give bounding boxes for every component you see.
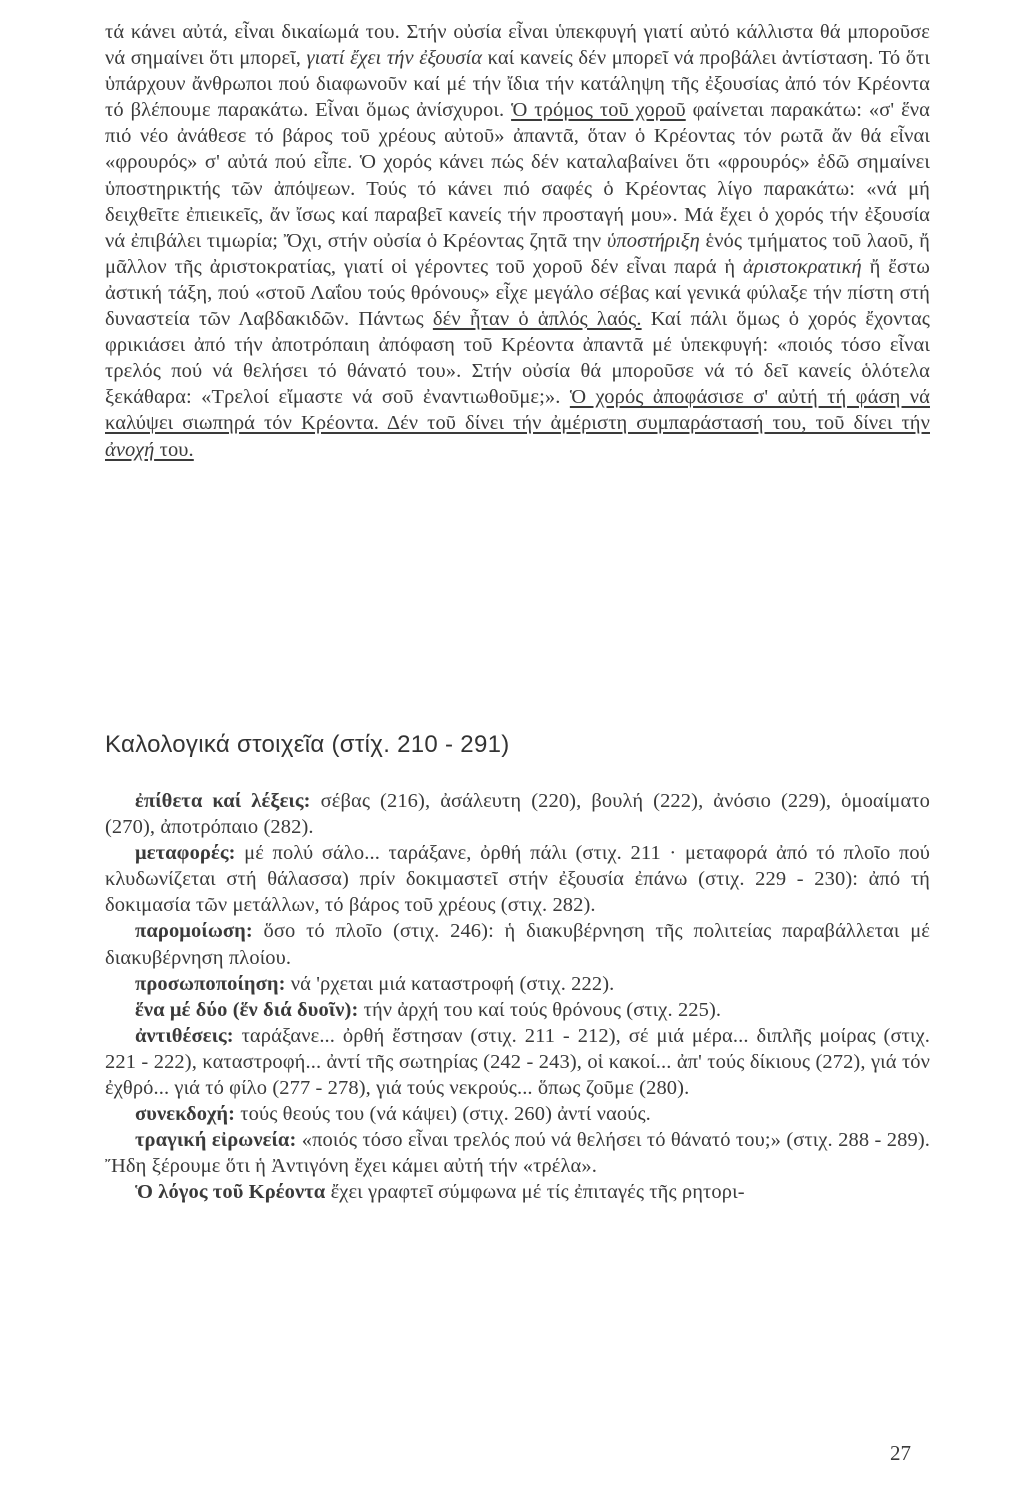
term-label: ἕνα μέ δύο (ἕν διά δυοῖν): <box>135 998 359 1021</box>
list-item <box>105 1179 930 1205</box>
list-item <box>105 840 930 918</box>
term-text: ταράξανε... ὀρθή ἔστησαν (στιχ. 211 - 212), σέ μιά μέρα... διπλῆς μοίρας (στιχ. 221 - 222), καταστροφή... ἀντί τῆς σωτηρίας (242 - 243), οἱ κακοί... ἀπ' τούς δίκιους (272), γιά τόν ἐχθρό... γιά τό φίλο (277 - 278), γιά τούς νεκρούς... ὅπως ζοῦμε (280). <box>105 1024 930 1100</box>
list-item <box>105 971 930 997</box>
term-text: σέβας (216), ἀσάλευτη (220), βουλή (222), ἀνόσιο (229), ὁμοαίματο (270), ἀποτρόπαιο (282). <box>105 790 930 839</box>
section-heading: Καλολογικά στοιχεῖα (στίχ. 210 - 291) <box>105 731 510 758</box>
term-text: τήν ἀρχή του καί τούς θρόνους (στιχ. 225). <box>358 998 722 1021</box>
term-label: συνεκδοχή: <box>135 1103 236 1126</box>
list-item <box>105 1023 930 1101</box>
italic-run: ἀριστοκρατική <box>743 255 862 278</box>
term-text: ἔχει γραφτεῖ σύμφωνα μέ τίς ἐπιταγές τῆς ρητορι- <box>325 1181 745 1204</box>
underlined-run: του. <box>154 438 194 461</box>
term-text: νά 'ρχεται μιά καταστροφή (στιχ. 222). <box>285 972 615 995</box>
text-run: Καί πάλι ὅμως ὁ χορός ἔχοντας φρικιάσει ἀπό τήν ἀποτρόπαιη ἀπόφαση τοῦ Κρέοντα ἀπαντᾶ μέ ὑπεκφυγή: «ποιός τόσο εἶναι τρελός πού νά θελήσει τό θάνατό του». Στήν οὐσία θά μποροῦσε νά τό δεῖ κανείς ὁλότελα ξεκάθαρα: «Τρελοί εἴμαστε νά σοῦ ἐναντιωθοῦμε;». <box>105 308 930 409</box>
literary-devices-list <box>105 788 930 1206</box>
list-item <box>105 918 930 970</box>
text-run: τά κάνει αὐτά, εἶναι δικαίωμά του. Στήν οὐσία εἶναι ὑπεκφυγή γιατί αὐτό κάλλιστα θά μποροῦσε νά σημαίνει ὅτι μπορεῖ, <box>105 21 930 70</box>
underlined-run: δέν ἦταν ὁ ἁπλός λαός. <box>432 308 642 331</box>
list-item <box>105 1127 930 1179</box>
page-number: 27 <box>890 1441 911 1465</box>
text-run: ἤ ἔστω ἀστική τάξη, πού «στοῦ Λαΐου τούς θρόνους» εἶχε μεγάλο σέβας καί γενικά φύλαξε τήν πίστη στή δυναστεία τῶν Λαβδακιδῶν. Πάντως <box>105 255 931 331</box>
term-label: ἐπίθετα καί λέξεις: <box>135 790 311 812</box>
term-label: παρομοίωση: <box>135 920 253 943</box>
term-text: μέ πολύ σάλο... ταράξανε, ὀρθή πάλι (στιχ. 211 · μεταφορά ἀπό τό πλοῖο πού κλυδωνίζεται στή θάλασσα) πρίν δοκιμαστεῖ στήν ἐξουσία ἐπάνω (στιχ. 229 - 230): ἀπό τή δοκιμασία τῶν μετάλλων, τό βάρος τοῦ χρέους (στιχ. 282). <box>105 842 930 917</box>
text-run: φαίνεται παρακάτω: «σ' ἕνα πιό νέο ἀνάθεσε τό βάρος τοῦ χρέους αὐτοῦ» ἀπαντᾶ, ὅταν ὁ Κρέοντας τόν ρωτᾶ ἄν θά εἶναι «φρουρός» σ' αὐτά πού εἶπε. Ὁ χορός κάνει πώς δέν καταλαβαίνει ὅτι «φρουρός» ἐδῶ σημαίνει ὑποστηρικτής τῶν ἀπόψεων. Τούς τό κάνει πιό σαφές ὁ Κρέοντας λίγο παρακάτω: «νά μή δειχθεῖτε ἐπιεικεῖς, ἄν ἴσως καί παραβεῖ κανείς τήν προσταγή μου». Μά ἔχει ὁ χορός τήν ἐξουσία νά ἐπιβάλει τιμωρία; Ὄχι, στήν οὐσία ὁ Κρέοντας ζητᾶ την <box>105 99 931 252</box>
term-label: τραγική εἰρωνεία: <box>135 1129 297 1152</box>
underlined-italic-run: ἀνοχή <box>105 438 155 461</box>
term-text: ὅσο τό πλοῖο (στιχ. 246): ἡ διακυβέρνηση τῆς πολιτείας παραβάλλεται μέ διακυβέρνηση πλοίου. <box>105 920 930 969</box>
term-text: «ποιός τόσο εἶναι τρελός πού νά θελήσει τό θάνατό του;» (στιχ. 288 - 289). Ἤδη ξέρουμε ὅτι ἡ Ἀντιγόνη ἔχει κάμει αὐτή τήν «τρέλα». <box>105 1129 930 1178</box>
term-label: Ὁ λόγος τοῦ Κρέοντα <box>135 1181 326 1204</box>
term-label: μεταφορές: <box>135 842 236 865</box>
list-item <box>105 1101 930 1127</box>
term-label: προσωποποίηση: <box>135 972 286 995</box>
text-run: καί κανείς δέν μπορεῖ νά προβάλει ἀντίσταση. Τό ὅτι ὑπάρχουν ἄνθρωποι πού διαφωνοῦν καί μέ τήν ἴδια τήν κατάληψη τῆς ἐξουσίας ἀπό τόν Κρέοντα τό βλέπουμε παρακάτω. Εἶναι ὅμως ἀνίσχυροι. <box>105 47 931 122</box>
term-label: ἀντιθέσεις: <box>135 1024 234 1047</box>
term-text: τούς θεούς του (νά κάψει) (στιχ. 260) ἀντί ναούς. <box>235 1103 651 1126</box>
underlined-run: Ὁ χορός ἀποφάσισε σ' αὐτή τή φάση νά καλύψει σιωπηρά τόν Κρέοντα. Δέν τοῦ δίνει τήν ἀμέριστη συμπαράστασή του, τοῦ δίνει τήν <box>105 386 930 435</box>
italic-run: γιατί ἔχει τήν ἐξουσία <box>306 47 483 70</box>
text-run: ἑνός τμήματος τοῦ λαοῦ, ἤ μᾶλλον τῆς ἀριστοκρατίας, γιατί οἱ γέροντες τοῦ χοροῦ δέν εἶναι παρά ἡ <box>105 229 930 278</box>
body-paragraph <box>105 19 930 463</box>
italic-run: ὑποστήριξη <box>606 229 700 252</box>
list-item <box>105 788 930 840</box>
underlined-run: Ὁ τρόμος τοῦ χοροῦ <box>511 99 686 122</box>
list-item <box>105 997 930 1023</box>
